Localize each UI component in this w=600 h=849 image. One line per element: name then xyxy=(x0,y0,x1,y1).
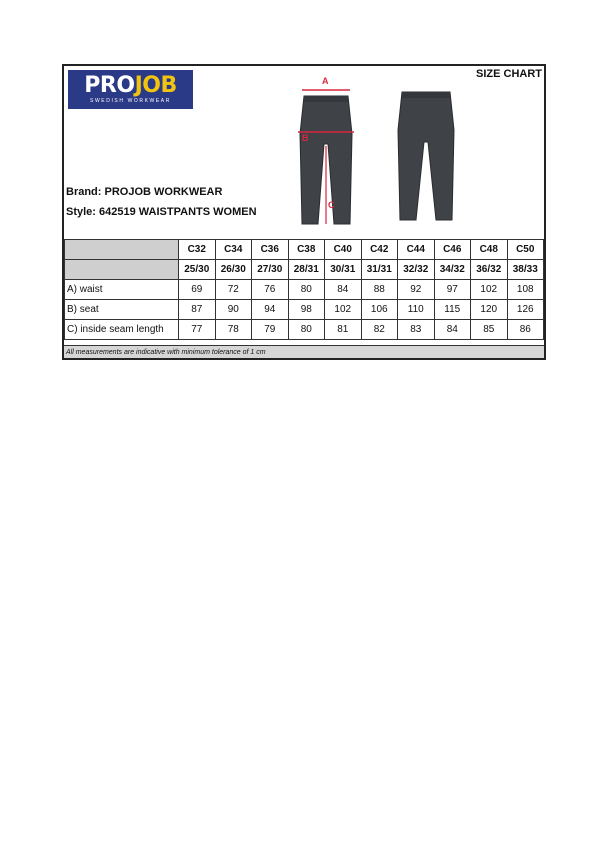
measure-cell: 87 xyxy=(179,300,216,320)
logo-subtitle: SWEDISH WORKWEAR xyxy=(90,98,171,104)
projob-logo xyxy=(68,70,193,109)
measure-cell: 79 xyxy=(252,320,289,340)
row-label: C) inside seam length xyxy=(65,320,179,340)
measure-cell: 81 xyxy=(325,320,362,340)
pants-back-shape xyxy=(398,92,454,220)
size-cell: C50 xyxy=(507,240,544,260)
waistband xyxy=(304,96,348,102)
waist-inseam-cell: 28/31 xyxy=(288,260,325,280)
waist-inseam-cell: 31/31 xyxy=(361,260,398,280)
waist-inseam-cell: 26/30 xyxy=(215,260,252,280)
waist-inseam-cell: 27/30 xyxy=(252,260,289,280)
measure-cell: 126 xyxy=(507,300,544,320)
measure-cell: 83 xyxy=(398,320,435,340)
measure-cell: 76 xyxy=(252,280,289,300)
waist-inseam-cell: 34/32 xyxy=(434,260,471,280)
pants-back-illustration xyxy=(392,80,462,230)
measure-cell: 86 xyxy=(507,320,544,340)
size-cell: C42 xyxy=(361,240,398,260)
size-cell: C36 xyxy=(252,240,289,260)
measure-cell: 80 xyxy=(288,280,325,300)
measure-cell: 84 xyxy=(434,320,471,340)
measure-cell: 102 xyxy=(471,280,508,300)
table-row xyxy=(65,280,544,300)
measure-cell: 94 xyxy=(252,300,289,320)
size-chart-sheet xyxy=(62,64,546,360)
row-label: B) seat xyxy=(65,300,179,320)
style-line: Style: 642519 WAISTPANTS WOMEN xyxy=(66,206,257,218)
chart-header xyxy=(64,66,544,239)
size-header-blank xyxy=(65,240,179,260)
size-cell: C48 xyxy=(471,240,508,260)
size-table xyxy=(64,239,544,340)
measure-cell: 88 xyxy=(361,280,398,300)
measure-cell: 85 xyxy=(471,320,508,340)
logo-word-a: PRO xyxy=(84,73,135,98)
measure-cell: 97 xyxy=(434,280,471,300)
waist-inseam-cell: 38/33 xyxy=(507,260,544,280)
table-row xyxy=(65,320,544,340)
size-header-row xyxy=(65,240,544,260)
logo-wordmark xyxy=(84,74,176,98)
waist-inseam-blank xyxy=(65,260,179,280)
waist-inseam-cell: 32/32 xyxy=(398,260,435,280)
size-cell: C46 xyxy=(434,240,471,260)
measure-cell: 72 xyxy=(215,280,252,300)
measure-b-label: B xyxy=(302,133,309,143)
measure-cell: 98 xyxy=(288,300,325,320)
measure-cell: 120 xyxy=(471,300,508,320)
measure-cell: 102 xyxy=(325,300,362,320)
measure-cell: 115 xyxy=(434,300,471,320)
size-cell: C40 xyxy=(325,240,362,260)
measure-cell: 108 xyxy=(507,280,544,300)
measure-cell: 77 xyxy=(179,320,216,340)
tolerance-note: All measurements are indicative with minimum tolerance of 1 cm xyxy=(64,345,544,358)
size-cell: C34 xyxy=(215,240,252,260)
size-cell: C32 xyxy=(179,240,216,260)
waist-inseam-cell: 36/32 xyxy=(471,260,508,280)
waist-inseam-row xyxy=(65,260,544,280)
measure-a-label: A xyxy=(322,76,329,86)
measure-cell: 82 xyxy=(361,320,398,340)
pants-front-illustration xyxy=(292,74,362,234)
measure-cell: 78 xyxy=(215,320,252,340)
measure-cell: 106 xyxy=(361,300,398,320)
size-cell: C38 xyxy=(288,240,325,260)
measure-cell: 69 xyxy=(179,280,216,300)
measure-cell: 92 xyxy=(398,280,435,300)
logo-word-b: JOB xyxy=(134,73,177,98)
page-title: SIZE CHART xyxy=(476,68,542,80)
back-waistband xyxy=(402,92,450,98)
row-label: A) waist xyxy=(65,280,179,300)
measure-cell: 80 xyxy=(288,320,325,340)
size-cell: C44 xyxy=(398,240,435,260)
measure-c-label: C xyxy=(328,200,335,210)
brand-line: Brand: PROJOB WORKWEAR xyxy=(66,186,223,198)
measure-cell: 84 xyxy=(325,280,362,300)
measure-cell: 90 xyxy=(215,300,252,320)
table-row xyxy=(65,300,544,320)
waist-inseam-cell: 30/31 xyxy=(325,260,362,280)
measure-cell: 110 xyxy=(398,300,435,320)
waist-inseam-cell: 25/30 xyxy=(179,260,216,280)
